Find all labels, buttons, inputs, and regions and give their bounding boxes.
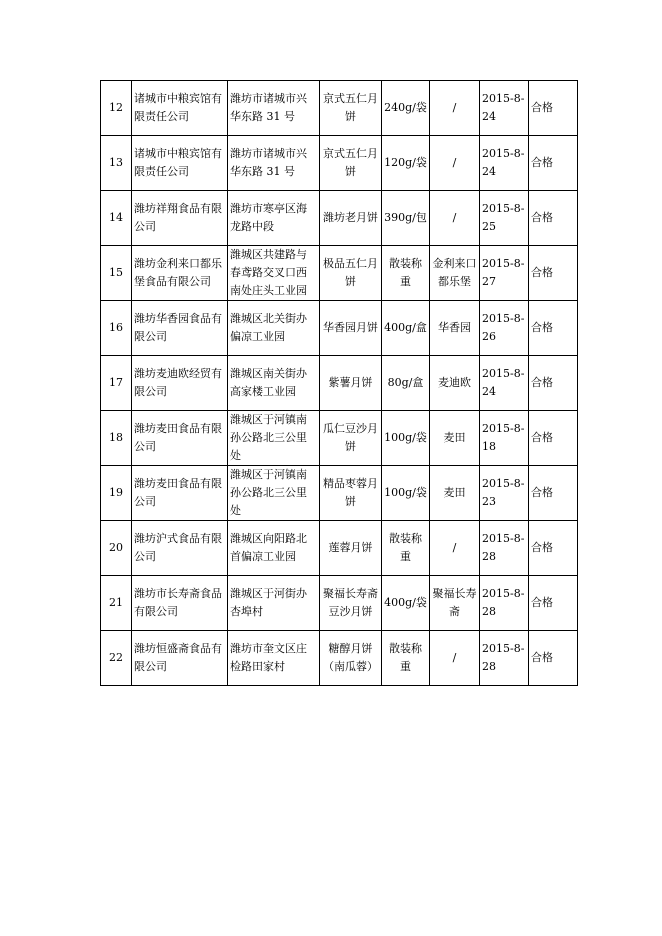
company-name: 潍坊华香园食品有限公司 [132, 301, 228, 356]
brand: / [430, 81, 480, 136]
product-spec: 400g/盒 [382, 301, 430, 356]
product-spec: 100g/袋 [382, 466, 430, 521]
table-row [101, 411, 578, 466]
company-address: 潍坊市诸城市兴华东路 31 号 [228, 136, 320, 191]
brand: 麦田 [430, 466, 480, 521]
inspection-result: 合格 [529, 191, 578, 246]
product-spec: 散装称重 [382, 246, 430, 301]
brand: / [430, 136, 480, 191]
product-spec: 120g/袋 [382, 136, 430, 191]
brand: / [430, 521, 480, 576]
row-number: 14 [101, 191, 132, 246]
company-name: 诸城市中粮宾馆有限责任公司 [132, 81, 228, 136]
production-date: 2015-8-24 [480, 136, 529, 191]
row-number: 17 [101, 356, 132, 411]
product-name: 紫薯月饼 [320, 356, 382, 411]
company-name: 潍坊金利来口都乐堡食品有限公司 [132, 246, 228, 301]
inspection-result: 合格 [529, 301, 578, 356]
production-date: 2015-8-28 [480, 521, 529, 576]
product-spec: 400g/袋 [382, 576, 430, 631]
company-name: 潍坊麦田食品有限公司 [132, 411, 228, 466]
company-address: 潍城区南关街办高家楼工业园 [228, 356, 320, 411]
company-name: 潍坊沪式食品有限公司 [132, 521, 228, 576]
company-address: 潍城区北关街办偏凉工业园 [228, 301, 320, 356]
company-address: 潍城区于河镇南孙公路北三公里处 [228, 411, 320, 466]
table-row [101, 246, 578, 301]
inspection-results-table [100, 80, 578, 686]
brand: / [430, 191, 480, 246]
inspection-result: 合格 [529, 356, 578, 411]
product-name: 潍坊老月饼 [320, 191, 382, 246]
product-spec: 100g/袋 [382, 411, 430, 466]
production-date: 2015-8-28 [480, 631, 529, 686]
brand: / [430, 631, 480, 686]
company-address: 潍城区共建路与春鸢路交叉口西南处庄头工业园 [228, 246, 320, 301]
company-address: 潍城区于河街办杏埠村 [228, 576, 320, 631]
product-name: 精品枣蓉月饼 [320, 466, 382, 521]
table-row [101, 576, 578, 631]
row-number: 12 [101, 81, 132, 136]
product-spec: 80g/盒 [382, 356, 430, 411]
production-date: 2015-8-26 [480, 301, 529, 356]
inspection-result: 合格 [529, 466, 578, 521]
company-address: 潍城区于河镇南孙公路北三公里处 [228, 466, 320, 521]
row-number: 18 [101, 411, 132, 466]
brand: 麦迪欧 [430, 356, 480, 411]
inspection-result: 合格 [529, 136, 578, 191]
company-name: 潍坊恒盛斋食品有限公司 [132, 631, 228, 686]
product-name: 瓜仁豆沙月饼 [320, 411, 382, 466]
product-spec: 390g/包 [382, 191, 430, 246]
product-spec: 240g/袋 [382, 81, 430, 136]
inspection-result: 合格 [529, 81, 578, 136]
inspection-result: 合格 [529, 411, 578, 466]
brand: 金利来口都乐堡 [430, 246, 480, 301]
product-name: 莲蓉月饼 [320, 521, 382, 576]
inspection-result: 合格 [529, 246, 578, 301]
inspection-result: 合格 [529, 631, 578, 686]
production-date: 2015-8-18 [480, 411, 529, 466]
production-date: 2015-8-24 [480, 356, 529, 411]
product-spec: 散装称重 [382, 631, 430, 686]
product-name: 极品五仁月饼 [320, 246, 382, 301]
table-row [101, 356, 578, 411]
table-row [101, 301, 578, 356]
table-row [101, 81, 578, 136]
row-number: 20 [101, 521, 132, 576]
company-name: 潍坊市长寿斋食品有限公司 [132, 576, 228, 631]
product-spec: 散装称重 [382, 521, 430, 576]
company-name: 潍坊麦田食品有限公司 [132, 466, 228, 521]
product-name: 华香园月饼 [320, 301, 382, 356]
inspection-result: 合格 [529, 521, 578, 576]
company-address: 潍城区向阳路北首偏凉工业园 [228, 521, 320, 576]
row-number: 19 [101, 466, 132, 521]
row-number: 13 [101, 136, 132, 191]
brand: 华香园 [430, 301, 480, 356]
table-row [101, 136, 578, 191]
brand: 聚福长寿斋 [430, 576, 480, 631]
company-address: 潍坊市寒亭区海龙路中段 [228, 191, 320, 246]
company-address: 潍坊市诸城市兴华东路 31 号 [228, 81, 320, 136]
row-number: 16 [101, 301, 132, 356]
inspection-result: 合格 [529, 576, 578, 631]
product-name: 糖醇月饼（南瓜蓉） [320, 631, 382, 686]
row-number: 22 [101, 631, 132, 686]
product-name: 京式五仁月饼 [320, 136, 382, 191]
company-name: 潍坊祥翔食品有限公司 [132, 191, 228, 246]
production-date: 2015-8-23 [480, 466, 529, 521]
product-name: 京式五仁月饼 [320, 81, 382, 136]
brand: 麦田 [430, 411, 480, 466]
row-number: 15 [101, 246, 132, 301]
company-address: 潍坊市奎文区庄检路田家村 [228, 631, 320, 686]
table-row [101, 466, 578, 521]
company-name: 诸城市中粮宾馆有限责任公司 [132, 136, 228, 191]
table-row [101, 521, 578, 576]
table-row [101, 191, 578, 246]
table-row [101, 631, 578, 686]
production-date: 2015-8-25 [480, 191, 529, 246]
product-name: 聚福长寿斋豆沙月饼 [320, 576, 382, 631]
production-date: 2015-8-28 [480, 576, 529, 631]
row-number: 21 [101, 576, 132, 631]
production-date: 2015-8-24 [480, 81, 529, 136]
production-date: 2015-8-27 [480, 246, 529, 301]
company-name: 潍坊麦迪欧经贸有限公司 [132, 356, 228, 411]
